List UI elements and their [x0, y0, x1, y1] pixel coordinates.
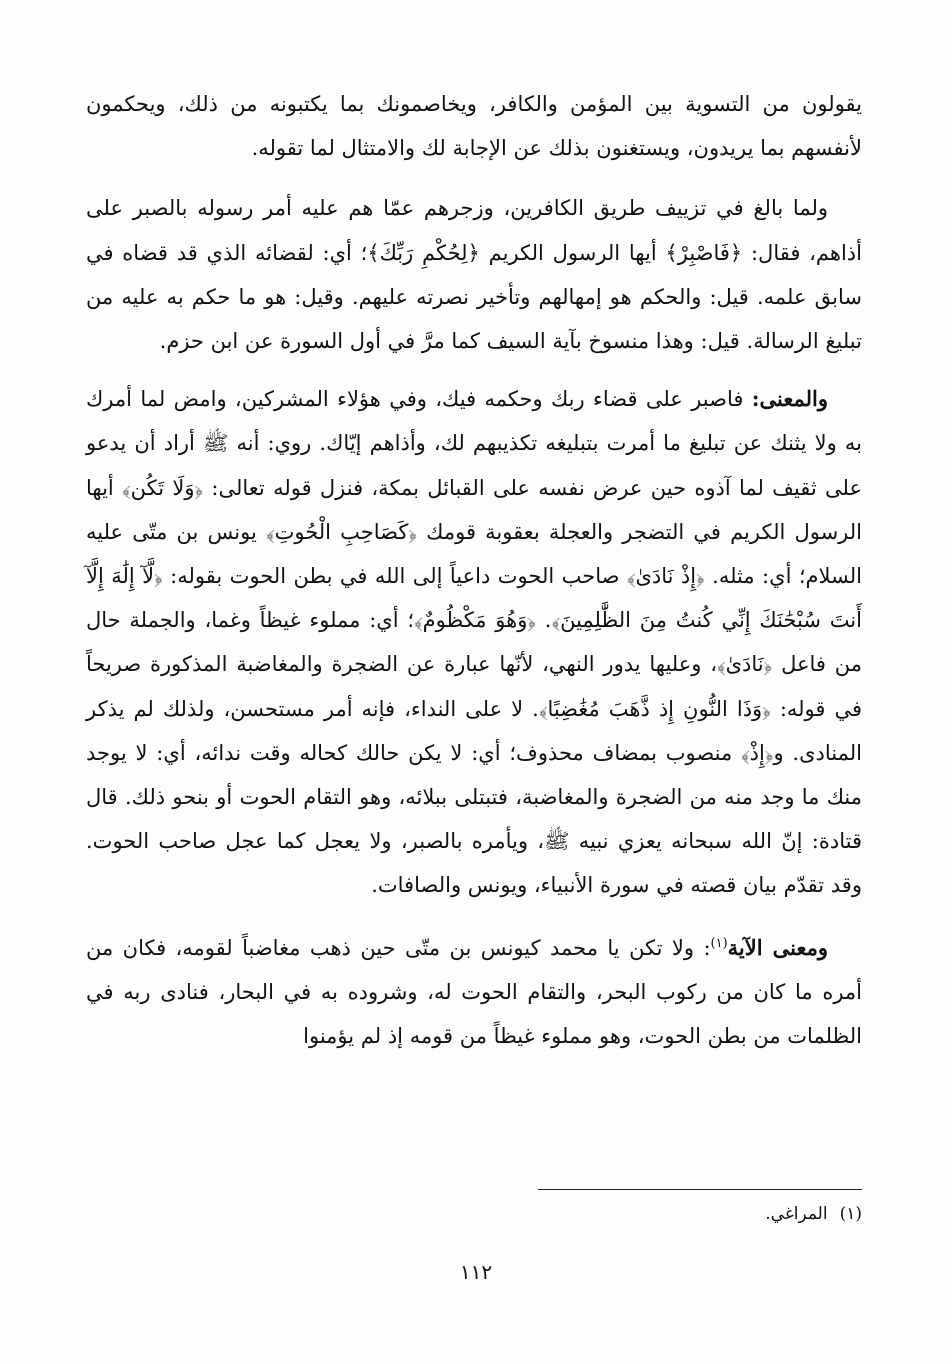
footnote-divider [538, 1189, 862, 1190]
paragraph-2: ولما بالغ في تزييف طريق الكافرين، وزجرهم عمّا هم عليه أمر رسوله بالصبر على أذاهم، فقال: ﴿فَاصْبِرْ﴾ أيها الرسول الكريم ﴿لِحُكْمِ رَبِّكَ﴾؛ أي: لقضائه الذي قد قضاه في سابق علمه. قيل: والحكم هو إمهالهم وتأخير نصرته عليهم. وقيل: هو ما حكم به عليه من تبليغ الرسالة. قيل: وهذا منسوخ بآية السيف كما مرَّ في أول السورة عن ابن حزم. [86, 196, 862, 354]
body-text [86, 82, 862, 1072]
paragraph-3-text: فاصبر على قضاء ربك وحكمه فيك، وفي هؤلاء المشركين، وامض لما أمرك به ولا يثنك عن تبليغ ما أمرت بتبليغه تكذيبهم لك، وأذاهم إيّاك. روي: أنه ﷺ أراد أن يدعو على ثقيف لما آذوه حين عرض نفسه على القبائل بمكة، فنزل قوله تعالى: ﴿وَلَا تَكُن﴾ أيها الرسول الكريم في التضجر والعجلة بعقوبة قومك ﴿كَصَاحِبِ الْحُوتِ﴾ يونس بن متّى عليه السلام؛ أي: مثله. ﴿إِذْ نَادَىٰ﴾ صاحب الحوت داعياً إلى الله في بطن الحوت بقوله: ﴿لَّآ إِلَٰهَ إِلَّآ أَنتَ سُبْحَٰنَكَ إِنِّي كُنتُ مِنَ الظَّٰلِمِينَ﴾. ﴿وَهُوَ مَكْظُومٌ﴾؛ أي: مملوء غيظاً وغما، والجملة حال من فاعل ﴿نَادَىٰ﴾، وعليها يدور النهي، لأنّها عبارة عن الضجرة والمغاضبة المذكورة صريحاً في قوله: ﴿وَذَا النُّونِ إِذ ذَّهَبَ مُغَٰضِبًا﴾. لا على النداء، فإنه أمر مستحسن، ولذلك لم يذكر المنادى. و﴿إِذْ﴾ منصوب بمضاف محذوف؛ أي: لا يكن حالك كحاله وقت ندائه، أي: لا يوجد منك ما وجد منه من الضجرة والمغاضبة، فتبتلى ببلائه، وهو التقام الحوت أو بنحو ذلك. قال قتادة: إنّ الله سبحانه يعزي نبيه ﷺ، ويأمره بالصبر، ولا يعجل كما عجل صاحب الحوت. وقد تقدّم بيان قصته في سورة الأنبياء، ويونس والصافات. [86, 387, 862, 898]
footnote-number: (١) [839, 1204, 862, 1224]
paragraph-4 [86, 922, 862, 1059]
page-number: ١١٢ [459, 1260, 493, 1284]
footnote [765, 1204, 862, 1224]
footnote-text: المراغي. [765, 1204, 828, 1224]
paragraph-1: يقولون من التسوية بين المؤمن والكافر، ويخاصمونك بما يكتبونه من ذلك، ويحكمون لأنفسهم بما يريدون، ويستغنون بذلك عن الإجابة لك والامتثال لما تقوله. [86, 92, 862, 161]
paragraph-4-lead: ومعنى الآية [727, 934, 829, 960]
paragraph-4-text: : ولا تكن يا محمد كيونس بن متّى حين ذهب مغاضباً لقومه، فكان من أمره ما كان من ركوب البحر، والتقام الحوت له، وشروده به في البحار، فنادى ربه في الظلمات من بطن الحوت، وهو مملوء غيظاً من قومه إذ لم يؤمنوا [86, 935, 862, 1049]
paragraph-3 [86, 377, 862, 907]
footnote-reference[interactable]: (١) [710, 935, 728, 951]
paragraph-3-lead: والمعنى: [751, 386, 828, 412]
